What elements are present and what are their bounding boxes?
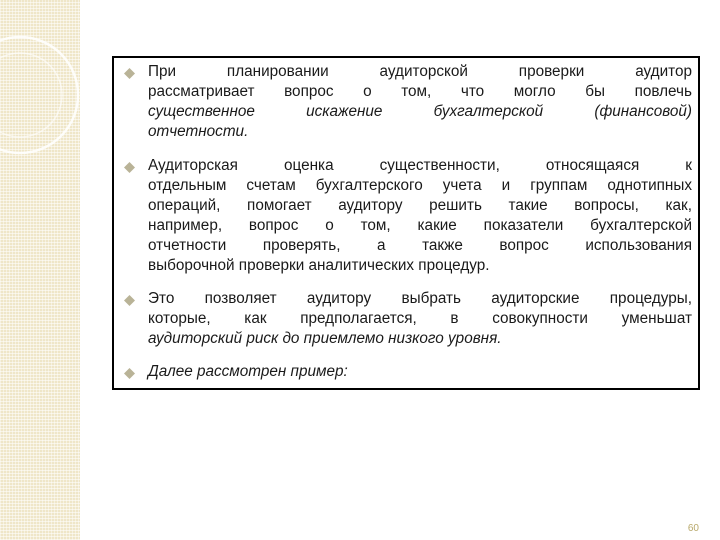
bullet-marker-icon xyxy=(124,68,135,79)
text-line: выборочной проверки аналитических процедур. xyxy=(148,257,490,274)
text-line: отдельным счетам бухгалтерского учета и группам однотипных xyxy=(148,177,692,194)
bullet-marker-icon xyxy=(124,295,135,306)
bullet-marker-icon xyxy=(124,162,135,173)
text-line: существенное искажение бухгалтерской (финансовой) xyxy=(148,103,692,120)
text-line: отчетности проверять, а также вопрос использования xyxy=(148,237,692,254)
page-number: 60 xyxy=(687,523,699,534)
text-line: Далее рассмотрен пример: xyxy=(148,363,348,380)
text-line: рассматривает вопрос о том, что могло бы повлечь xyxy=(148,83,692,100)
text-line: отчетности. xyxy=(148,123,249,140)
bullet-marker-icon xyxy=(124,368,135,379)
decorative-sidebar xyxy=(0,0,80,540)
text-line: операций, помогает аудитору решить такие вопросы, как, xyxy=(148,197,692,214)
text-line: При планировании аудиторской проверки аудитор xyxy=(148,63,692,80)
decorative-circles xyxy=(0,0,80,540)
text-line: Аудиторская оценка существенности, относящаяся к xyxy=(148,157,692,174)
text-line: которые, как предполагается, в совокупности уменьшат xyxy=(148,310,692,327)
text-line: например, вопрос о том, какие показатели бухгалтерской xyxy=(148,217,692,234)
content-text-box xyxy=(112,56,700,390)
text-line: Это позволяет аудитору выбрать аудиторские процедуры, xyxy=(148,290,692,307)
text-line: аудиторский риск до приемлемо низкого уровня. xyxy=(148,330,502,347)
